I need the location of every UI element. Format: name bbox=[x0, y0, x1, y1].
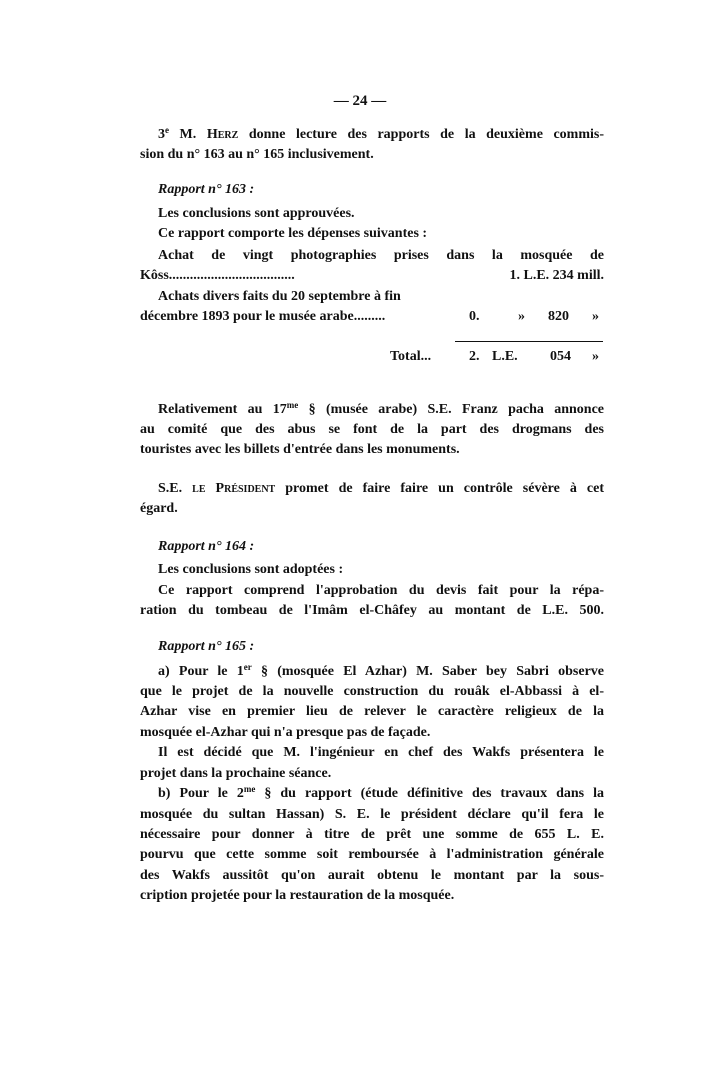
superscript: me bbox=[243, 784, 256, 794]
total-row bbox=[140, 347, 604, 367]
total-currency: L.E. bbox=[492, 349, 518, 364]
text-line bbox=[158, 125, 604, 145]
text: § du rapport (étude définitive des travaux dans la bbox=[255, 786, 604, 801]
expense-label: décembre 1893 pour le musée arabe......... bbox=[140, 309, 386, 324]
page-number: — 24 — bbox=[333, 93, 387, 109]
text-line: touristes avec les billets d'entrée dans les monuments. bbox=[140, 442, 460, 457]
text-line: Il est décidé que M. l'ingénieur en chef des Wakfs présentera le bbox=[158, 745, 604, 760]
ditto-mark: » bbox=[592, 309, 599, 324]
expense-label: Kôss.................................... bbox=[140, 268, 295, 283]
text-line: projet dans la prochaine séance. bbox=[140, 766, 332, 781]
text-line: cription projetée pour la restauration de la mosquée. bbox=[140, 888, 455, 903]
text-line bbox=[158, 479, 604, 499]
text-line bbox=[158, 784, 604, 804]
text-line: Achats divers faits du 20 septembre à fin bbox=[158, 289, 401, 304]
text-line: sion du n° 163 au n° 165 inclusivement. bbox=[140, 147, 374, 162]
section-heading: Rapport n° 163 : bbox=[158, 182, 255, 197]
text-line: Ce rapport comprend l'approbation du devis fait pour la répa- bbox=[158, 583, 604, 598]
superscript: e bbox=[165, 125, 169, 135]
text-line bbox=[158, 662, 604, 682]
superscript: er bbox=[243, 662, 252, 672]
text-line bbox=[158, 400, 604, 420]
amount-mill: 820 bbox=[548, 309, 569, 324]
text-line: des Wakfs aussitôt qu'on aurait obtenu le montant par la sous- bbox=[140, 868, 604, 883]
section-heading: Rapport n° 164 : bbox=[158, 539, 255, 554]
total-label: Total... bbox=[390, 349, 432, 364]
title-name: le Président bbox=[192, 481, 276, 496]
expense-row bbox=[140, 266, 604, 286]
text: 3 bbox=[158, 127, 165, 142]
text: § (mosquée El Azhar) M. Saber bey Sabri observe bbox=[251, 664, 604, 679]
text: M. bbox=[169, 127, 207, 142]
text-line: au comité que des abus se font de la part des drogmans des bbox=[140, 422, 604, 437]
text-line: Les conclusions sont adoptées : bbox=[158, 562, 344, 577]
text: donne lecture des rapports de la deuxième commis- bbox=[238, 127, 604, 142]
expense-amount: 1. L.E. 234 mill. bbox=[509, 268, 604, 283]
ditto-mark: » bbox=[518, 309, 525, 324]
section-heading: Rapport n° 165 : bbox=[158, 639, 255, 654]
text-line: pourvu que cette somme soit remboursée à l'administration générale bbox=[140, 847, 604, 862]
sum-rule bbox=[455, 341, 603, 342]
text-line: mosquée el-Azhar qui n'a presque pas de façade. bbox=[140, 725, 431, 740]
text-line: mosquée du sultan Hassan) S. E. le président déclare qu'il fera le bbox=[140, 807, 604, 822]
text-line: égard. bbox=[140, 501, 178, 516]
ditto-mark: » bbox=[592, 349, 599, 364]
text-line: Les conclusions sont approuvées. bbox=[158, 206, 355, 221]
expense-row bbox=[140, 307, 604, 327]
text-line: que le projet de la nouvelle construction du rouâk el-Abbassi à el- bbox=[140, 684, 604, 699]
text: § (musée arabe) S.E. Franz pacha annonce bbox=[298, 402, 604, 417]
text-line: nécessaire pour donner à titre de prêt une somme de 655 L. E. bbox=[140, 827, 604, 842]
person-name: Herz bbox=[206, 127, 239, 142]
text-line: Azhar vise en premier lieu de relever le caractère religieux de la bbox=[140, 704, 604, 719]
text-line: Ce rapport comporte les dépenses suivantes : bbox=[158, 226, 428, 241]
text: a) Pour le 1 bbox=[158, 664, 244, 679]
text: promet de faire faire un contrôle sévère à cet bbox=[275, 481, 604, 496]
total-units: 2. bbox=[469, 349, 480, 364]
text-line: Achat de vingt photographies prises dans la mosquée de bbox=[158, 248, 604, 263]
superscript: me bbox=[286, 400, 299, 410]
amount-units: 0. bbox=[469, 309, 480, 324]
text: Relativement au 17 bbox=[158, 402, 287, 417]
text: b) Pour le 2 bbox=[158, 786, 244, 801]
total-mill: 054 bbox=[550, 349, 571, 364]
text: S.E. bbox=[158, 481, 193, 496]
text-line: ration du tombeau de l'Imâm el-Châfey au montant de L.E. 500. bbox=[140, 603, 604, 618]
